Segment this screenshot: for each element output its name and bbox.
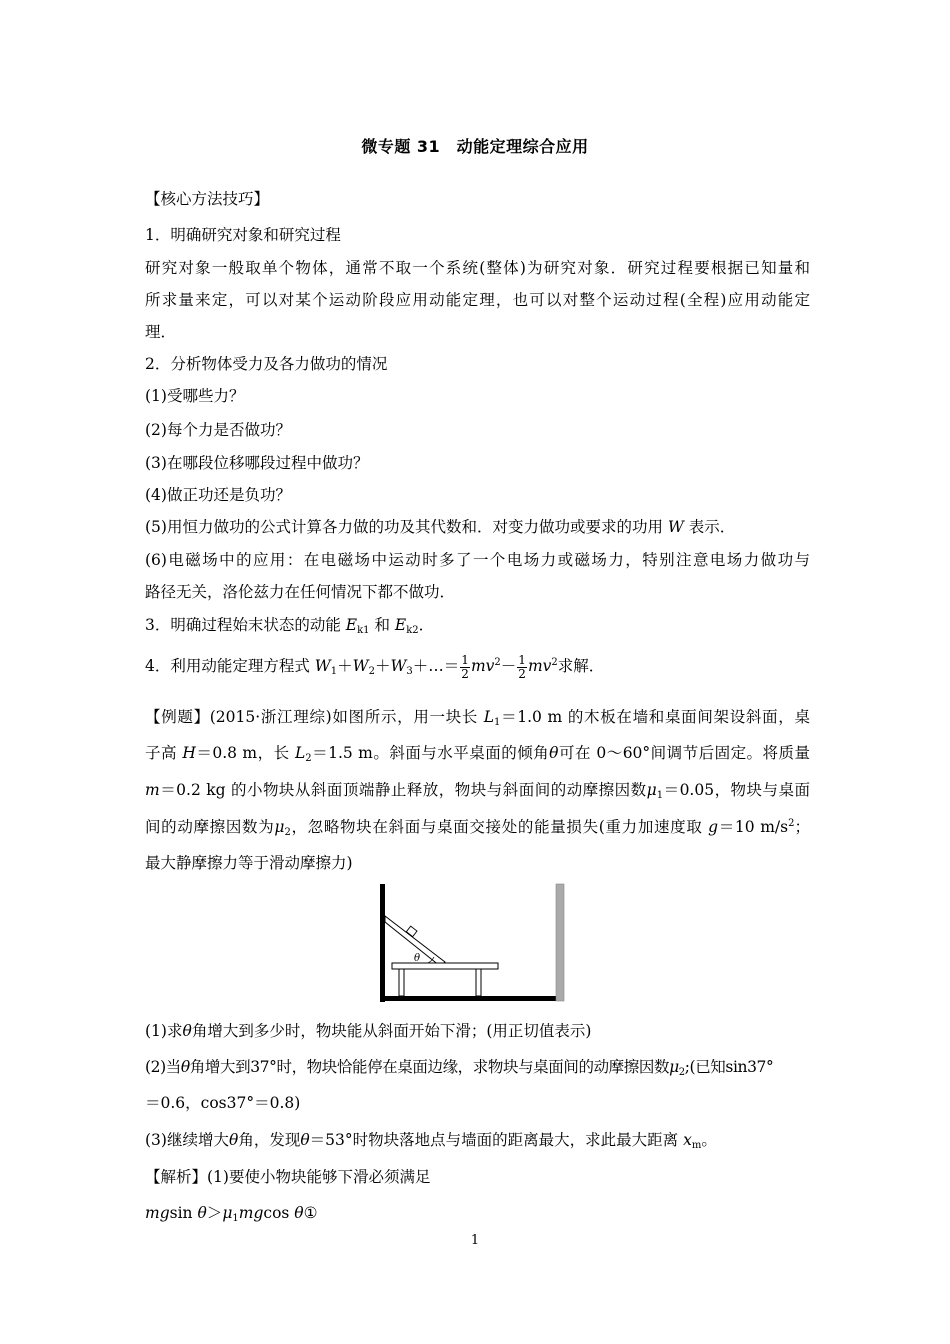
point-3: 3．明确过程始末状态的动能 $E_{k1}$ 和 $E_{k2}$． xyxy=(145,616,435,636)
sub-question-1: (1)求θ角增大到多少时，物块能从斜面开始下滑；(用正切值表示) xyxy=(145,1022,592,1040)
fraction-half-1: $\frac{1}{2}$ xyxy=(461,652,469,681)
point-1-line-3: 理． xyxy=(145,323,177,341)
point-1-line-1: 研究对象一般取单个物体，通常不取一个系统(整体)为研究对象．研究过程要根据已知量和 xyxy=(145,259,810,277)
right-wall xyxy=(556,884,564,1001)
angle-label: θ xyxy=(414,953,421,964)
example-line-4: 间的动摩擦因数为$\mu_2$，忽略物块在斜面与桌面交接处的能量损失(重力加速度取 g＝10 $m/s^2$； xyxy=(145,818,810,838)
question-4: (4)做正功还是负功？ xyxy=(145,486,291,504)
example-line-2: 子高 H＝0.8 m，长 $L_2=1.5$ m。斜面与水平桌面的倾角θ可在 0～60°间调节后固定。将质量 xyxy=(145,744,810,764)
point-4-equation: 4．利用动能定理方程式 $W_1+W_2+W_3+\dots=$ $\frac{1}{2}$ $mv^2-$ $\frac{1}{2}$ $mv^2$求解． xyxy=(145,652,605,681)
left-wall xyxy=(380,884,385,1002)
example-line-5: 最大静摩擦力等于滑动摩擦力) xyxy=(145,854,353,872)
fraction-half-2: $\frac{1}{2}$ xyxy=(518,652,526,681)
sub-question-2-line-2: ＝0.6，cos37°＝0.8) xyxy=(145,1094,301,1112)
table-top xyxy=(392,963,498,969)
page-number: 1 xyxy=(470,1233,480,1248)
point-1-title: 1．明确研究对象和研究过程 xyxy=(145,226,341,244)
question-3: (3)在哪段位移哪段过程中做功？ xyxy=(145,454,369,472)
example-line-3: m＝0.2 kg 的小物块从斜面顶端静止释放，物块与斜面间的动摩擦因数$\mu_1=0.05$，物块与桌面 xyxy=(145,781,811,801)
question-6-line-2: 路径无关，洛伦兹力在任何情况下都不做功． xyxy=(145,583,456,601)
sub-question-2-line-1: (2)当θ角增大到37°时，物块恰能停在桌面边缘，求物块与桌面间的动摩擦因数$\mu_2$;(已知sin37° xyxy=(145,1058,774,1078)
solution-equation-1: mgsin $\theta>\mu_1mgcos$ θ① xyxy=(145,1204,318,1224)
example-line-1: 【例题】(2015·浙江理综)如图所示，用一块长 $L_1=1.0$ m 的木板在墙和桌面间架设斜面，桌 xyxy=(145,708,810,728)
point-1-line-2: 所求量来定，可以对某个运动阶段应用动能定理，也可以对整个运动过程(全程)应用动能定 xyxy=(145,291,810,309)
table-leg-left xyxy=(399,969,404,996)
question-2: (2)每个力是否做功？ xyxy=(145,421,291,439)
table-leg-right xyxy=(476,969,481,996)
solution-heading: 【解析】(1)要使小物块能够下滑必须满足 xyxy=(145,1168,431,1186)
question-1: (1)受哪些力？ xyxy=(145,387,245,405)
page-title: 微专题 31 动能定理综合应用 xyxy=(361,137,589,156)
question-6-line-1: (6)电磁场中的应用：在电磁场中运动时多了一个电场力或磁场力，特别注意电场力做功与 xyxy=(145,551,810,569)
section-heading: 【核心方法技巧】 xyxy=(145,190,270,208)
sub-question-3: (3)继续增大θ角，发现θ＝53°时物块落地点与墙面的距离最大，求此最大距离 $x_m$。 xyxy=(145,1131,717,1151)
floor xyxy=(380,996,562,1001)
question-5: (5)用恒力做功的公式计算各力做的功及其代数和．对变力做功或要求的功用 W 表示． xyxy=(145,518,736,536)
point-2-title: 2．分析物体受力及各力做功的情况 xyxy=(145,355,388,373)
incline-table-figure xyxy=(378,880,570,1010)
